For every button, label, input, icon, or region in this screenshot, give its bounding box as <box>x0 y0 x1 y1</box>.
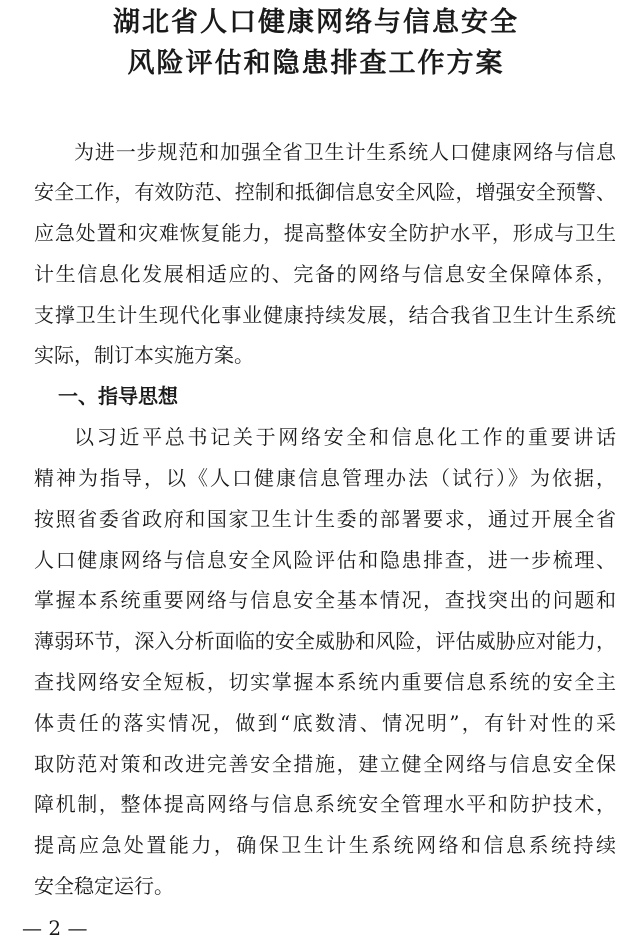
section1-line-8: 体责任的落实情况，做到“底数清、情况明”，有针对性的采 <box>34 711 616 735</box>
section1-line-11: 提高应急处置能力，确保卫生计生系统网络和信息系统持续 <box>34 833 616 857</box>
section1-line-1: 以习近平总书记关于网络安全和信息化工作的重要讲话 <box>74 425 616 449</box>
section1-line-5: 掌握本系统重要网络与信息安全基本情况，查找突出的问题和 <box>34 588 616 612</box>
document-title-line-2: 风险评估和隐患排查工作方案 <box>127 48 505 79</box>
section1-line-6: 薄弱环节，深入分析面临的安全威胁和风险，评估威胁应对能力， <box>34 629 616 653</box>
section1-line-7: 查找网络安全短板，切实掌握本系统内重要信息系统的安全主 <box>34 670 616 694</box>
section-heading-guiding-ideology: 一、指导思想 <box>58 384 178 408</box>
section1-line-3: 按照省委省政府和国家卫生计生委的部署要求，通过开展全省 <box>34 507 616 531</box>
intro-line-3: 应急处置和灾难恢复能力，提高整体安全防护水平，形成与卫生 <box>34 221 616 245</box>
intro-line-5: 支撑卫生计生现代化事业健康持续发展，结合我省卫生计生系统 <box>34 303 616 327</box>
intro-line-1: 为进一步规范和加强全省卫生计生系统人口健康网络与信息 <box>74 140 616 164</box>
section1-line-12: 安全稳定运行。 <box>34 874 174 898</box>
section1-line-4: 人口健康网络与信息安全风险评估和隐患排查，进一步梳理、 <box>34 548 616 572</box>
document-title-line-1: 湖北省人口健康网络与信息安全 <box>113 7 519 38</box>
intro-line-4: 计生信息化发展相适应的、完备的网络与信息安全保障体系， <box>34 262 616 286</box>
section1-line-9: 取防范对策和改进完善安全措施，建立健全网络与信息安全保 <box>34 752 616 776</box>
section1-line-2: 精神为指导，以《人口健康信息管理办法（试行）》为依据， <box>34 466 616 490</box>
intro-line-6: 实际，制订本实施方案。 <box>34 343 254 367</box>
page-number: — 2 — <box>22 916 88 940</box>
intro-line-2: 安全工作，有效防范、控制和抵御信息安全风险，增强安全预警、 <box>34 180 616 204</box>
section1-line-10: 障机制，整体提高网络与信息系统安全管理水平和防护技术， <box>34 792 616 816</box>
